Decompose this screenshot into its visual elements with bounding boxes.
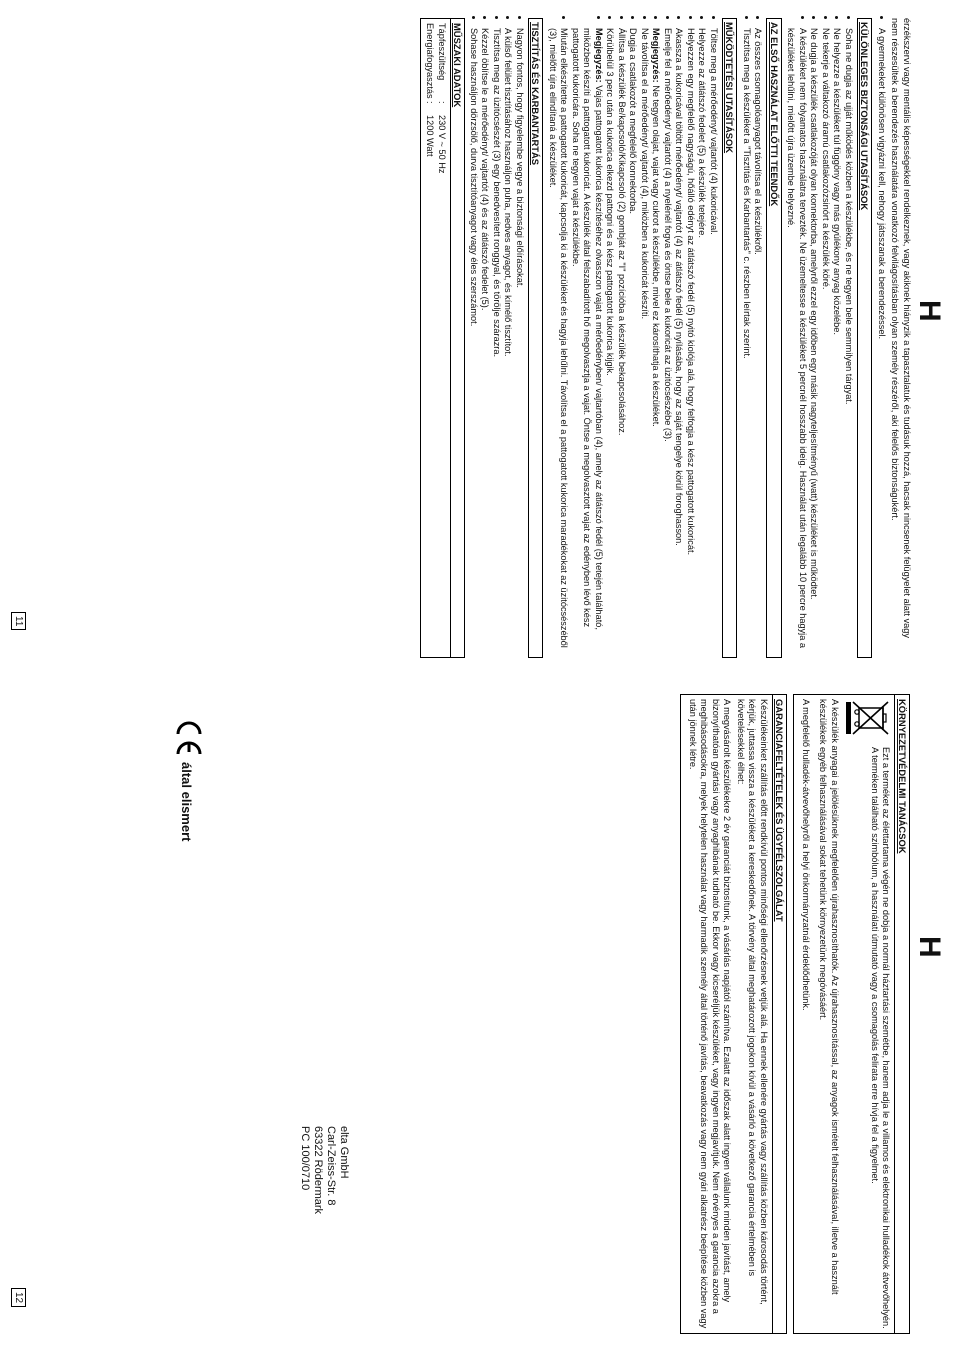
section-title-safety: KÜLÖNLEGES BIZTONSÁGI UTASÍTÁSOK — [857, 18, 873, 658]
list-item: • Tisztítsa meg a készüléket a "Tisztítás és Karbantartás" c. részben leírtak szerint. — [741, 28, 753, 658]
ce-approval-text: által elismert — [179, 762, 194, 842]
spec-key: Tápfeszültség — [437, 23, 447, 81]
list-item: • Ne távolítsa el a mérőedényt/ vajtartót (4), miközben a kukoricát készíti. — [639, 28, 651, 658]
list-item: • Nagyon fontos, hogy figyelembe vegye a biztonsági előírásokat. — [514, 28, 526, 658]
manufacturer-address — [298, 1126, 350, 1214]
list-item: • Az összes csomagolóanyagot távolítsa el a készülékről. — [752, 28, 764, 658]
list-item: • Akassza a kukoricával töltött mérőedényt/ vajtartót (4) az átlátszó fedél (5) nyílásába, hogy az saját tengelye körül foroghasson. — [673, 28, 685, 658]
address-line: 63322 Rödermark — [312, 1126, 324, 1215]
environment-paragraph-2: A készülék anyagai a jelölésüknek megfelelően újrahasznosíthatók. Az újrahasznosítással, az anyagok ismételt felhasználásával, illetve a használt készülékek egyéb felhasználásával sokat tehetünk környezetünk megóvásáért. — [818, 699, 840, 1295]
language-letter: H — [913, 300, 946, 322]
operation-list — [547, 18, 720, 658]
guarantee-box — [681, 694, 788, 1334]
note-prefix: Megjegyzés: — [651, 28, 662, 83]
list-item: • Ne dugja a készülék csatlakozóját olyan konnektorba, amelyről ezzel egy időben egy másik nagyteljesítményű (watt) készüléket is működtet. — [808, 28, 820, 658]
address-line: PC 100/0710 — [299, 1126, 311, 1191]
page-number: 11 — [11, 612, 26, 630]
ce-mark-row — [169, 716, 204, 916]
spec-row — [424, 23, 436, 653]
intro-paragraph: érzékszervi vagy mentális képességekkel rendelkeznek, vagy akiknek hiányzik a tapasztalatuk és tudásuk hozzá, hacsak nincsenek felügyelet alatt vagy nem részesültek a berendezés használatára vonatkozó felvilágosításban olyan személy részéről, aki felelős biztonságukért. — [890, 18, 912, 638]
list-item: • Tisztítsa meg az üzitócsészét (3) egy benedvesített ronggyal, és törölje szárazra. — [491, 28, 503, 658]
section-title-guarantee: GARANCIAFELTÉTELEK ÉS ÜGYFÉLSZOLGÁLAT — [772, 695, 787, 1333]
safety-list — [785, 18, 854, 658]
list-item: • Dugja a csatlakozót a megfelelő konnektorba. — [627, 28, 639, 658]
list-item: • Töltse meg a mérőedényt/ vajtartót (4) kukoricával. — [708, 28, 720, 658]
page-11 — [0, 0, 954, 675]
address-line: elta GmbH — [338, 1126, 350, 1179]
page-12 — [0, 676, 954, 1351]
environment-box — [794, 694, 911, 1334]
list-item: • Körülbelül 3 perc után a kukorica elkezd pattogni és a kész pattogatott kukorica kijgik. — [604, 28, 616, 658]
spec-row — [436, 23, 448, 653]
list-item: • Állítsa a készülék Be/kapcsoló/Kikapcsoló (2) gombját az "I" pozícióba a készülék bekapcsolásához. — [616, 28, 628, 658]
ce-mark-icon — [169, 716, 204, 758]
list-item: • Miután elkészítette a pattogatott kukoricát, kapcsolja ki a készüléket és hagyja lehűlni. Távolítsa el a pattogatott kukorica maradékokat az üzitócsészéből (3), mielőtt újra elindítaná a készüléket. — [547, 28, 570, 658]
page-12-column — [681, 694, 913, 1334]
intro-bullet: • A gyermekeket különösen vigyázni kell, nehogy játsszanak a berendezéssel. — [876, 28, 888, 658]
first-use-list — [741, 18, 764, 658]
list-item: • A külső felület tisztításához használjon puha, nedves anyagot, és kímélő tisztítot. — [502, 28, 514, 658]
crossed-bin-icon — [842, 699, 892, 739]
address-line: Carl-Zeiss-Str. 8 — [325, 1126, 337, 1206]
spec-value: 230 V ~ 50 Hz — [437, 115, 447, 174]
language-letter: H — [913, 936, 946, 958]
ce-block — [169, 716, 204, 916]
spec-sep: : — [425, 101, 436, 104]
list-item: • Soha ne dugja az ujját működés közben a készülékbe, és ne tegyen bele semmilyen tárgyat. — [843, 28, 855, 658]
list-item: • Ne tekerje a váltakozó áramú csatlakozózsinórt a készülék köré. — [820, 28, 832, 658]
section-title-first-use: AZ ELSŐ HASZNÁLAT ELŐTTI TEENDŐK — [767, 18, 783, 658]
section-title-specs: MŰSZAKI ADATOK — [450, 19, 465, 657]
section-title-operation: MŰKÖDTETÉSI UTASÍTÁSOK — [722, 18, 738, 658]
note-prefix: Megjegyzés: — [594, 28, 604, 83]
spec-sep: : — [437, 101, 447, 104]
list-item: • A készüléket nem folyamatos használatra tervezték. Ne üzemeltesse a készüléket 5 percnél hosszabb ideig. Használat után legalább 10 percre hagyja a készüléket lehűlni, mielőtt újra üzembe helyezné. — [785, 28, 808, 658]
specs-box — [420, 18, 466, 658]
section-title-cleaning: TISZTÍTÁS ÉS KARBANTARTÁS — [528, 18, 544, 658]
list-item: • Megjegyzés: Vajas pattogatott kukorica készítéséhez olvasszon vajat a mérőedényben/ vajtartóban (4), amely az átlátszó fedél (5) tetején található, miközben készíti a pattogatott kukoricát. A készülék által felszabadított hő megolvasztja a vajat. Öntse a megolvasztott vajat az edényben lévő kész pattogatott kukoricára. Soha ne tegyen vajat a készülékbe. — [570, 28, 605, 658]
spec-value: 1200 Watt — [425, 115, 436, 157]
spec-key: Energiafogyasztás — [425, 23, 436, 99]
list-item: • Helyezzen egy megfelelő nagyságú, hőálló edényt az átlátszó fedél (5) nyitó kiolója alá, hogy felfogja a kész pattogatott kukoricát. — [685, 28, 697, 658]
section-title-environment: KÖRNYEZETVÉDELMI TANÁCSOK — [895, 695, 910, 1333]
environment-paragraph-1: Ezt a terméket az élettartama végén ne dobja a normál háztartási szemétbe, hanem adja le a villamos és elektronikai hulladékok átvevőhelyén. A terméken található szimbólum, a használati útmutató vagy a csomagolás felirata erre hívja fel a figyelmet. — [870, 747, 892, 1329]
cleaning-list — [468, 18, 526, 658]
list-item: • Kézzel öblítse le a mérőedényt/ vajtartót (4) és az átlátszó fedelet (5). — [479, 28, 491, 658]
environment-paragraph-3: A megfelelő hulladék-átvevőhelyről a helyi önkormányzatnál érdeklődhetünk. — [801, 699, 811, 1011]
weee-block — [842, 699, 892, 1329]
page-11-column — [420, 18, 912, 658]
list-item: • Ne helyezze a készüléket túl függöny vagy más gyúlékony anyag közelébe. — [831, 28, 843, 658]
list-item: • Emelje fel a mérőedényt/ vajtartót (4) a nyelénél fogva és öntse bele a kukoricát az üzitócsészébe (3). — [662, 28, 674, 658]
guarantee-paragraph-1: Készülékeinket szállítás előtt rendkívül pontos minőségi ellenőrzésnek vetjük alá. Ha ennek ellenére gyártás vagy szállítás közben károsodás történt, kérjük, juttassa vissza a készüléket a kereskedőnek. A törvény által meghatározott jogokon kívül a vásárló a következő garancia értelmében is követelésekkel élhet: — [736, 699, 769, 1305]
guarantee-paragraph-2: A megvásárolt készülékekre 2 év garanciát biztosítunk, a vásárlás napjától számítva. Ezalatt az időszak alatt ingyen vállalunk minden javítást, amely bizonyíthatóan gyártási vagy anyaghibának tudható be. Ekkor vagy kicseréljük készüléket, vagy ingyen megjavítjuk. Nem érvényes a garancia azokra a meghibásodásokra, melyek helytelen használat vagy harmadik személy által történő javítás, beavatkozás vagy nem gyári alkatrész beépítése közben vagy után jönnek létre. — [688, 699, 733, 1329]
page-number: 12 — [11, 1288, 26, 1307]
list-item: • Megjegyzés: Ne tegyen olajat, vajat vagy cukrot a készülékbe, mivel ez károsíthatja a készüléket. — [650, 28, 662, 658]
list-item: • Sohase használjon dörzsölő, durva tisztítóanyagot vagy éles szerszámot. — [468, 28, 480, 658]
list-item: • Helyezze az átlátszó fedelet (5) a készülék tetejére. — [696, 28, 708, 658]
